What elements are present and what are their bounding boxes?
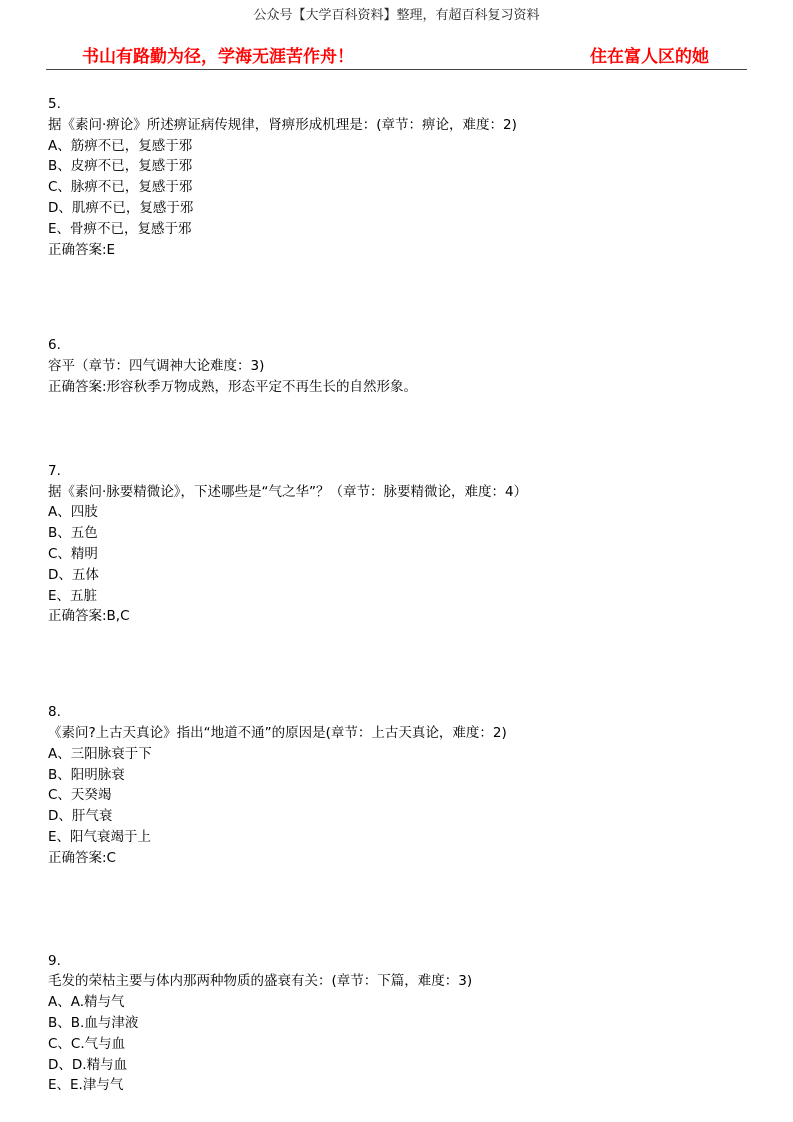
answer: 正确答案:E [48, 241, 116, 258]
spacer [48, 398, 748, 461]
question-number: 9. [48, 952, 61, 969]
question-number: 7. [48, 462, 61, 479]
question-list [48, 94, 748, 1096]
question-9 [48, 951, 748, 1097]
answer: 正确答案:形容秋季万物成熟，形态平定不再生长的自然形象。 [48, 378, 418, 395]
question-number: 5. [48, 96, 61, 112]
answer: 正确答案:B,C [48, 608, 130, 625]
option-b: B、阳明脉衰 [48, 766, 125, 783]
question-stem: 据《素问·脉要精微论》，下述哪些是“气之华”？（章节：脉要精微论，难度：4） [48, 483, 528, 500]
question-stem: 毛发的荣枯主要与体内那两种物质的盛衰有关：(章节：下篇，难度：3) [48, 973, 473, 990]
option-c: C、天癸竭 [48, 787, 112, 804]
option-a: A、三阳脉衰于下 [48, 745, 152, 762]
option-c: C、脉痹不已，复感于邪 [48, 179, 193, 196]
spacer [48, 627, 748, 702]
question-7 [48, 461, 748, 627]
option-e: E、骨痹不已，复感于邪 [48, 220, 192, 237]
option-b: B、B.血与津液 [48, 1014, 139, 1031]
option-b: B、皮痹不已，复感于邪 [48, 158, 193, 175]
option-d: D、D.精与血 [48, 1056, 128, 1073]
question-5 [48, 94, 748, 260]
option-d: D、五体 [48, 566, 99, 583]
option-e: E、E.津与气 [48, 1077, 124, 1094]
option-b: B、五色 [48, 525, 98, 542]
option-d: D、肝气衰 [48, 808, 113, 825]
option-a: A、四肢 [48, 504, 98, 521]
question-number: 8. [48, 704, 61, 721]
option-e: E、五脏 [48, 587, 98, 604]
option-c: C、C.气与血 [48, 1035, 126, 1052]
question-stem: 容平（章节：四气调神大论难度：3) [48, 358, 265, 375]
option-e: E、阳气衰竭于上 [48, 828, 152, 845]
question-stem: 据《素问·痹论》所述痹证病传规律，肾痹形成机理是：(章节：痹论，难度：2) [48, 116, 517, 133]
question-6 [48, 335, 748, 397]
question-number: 6. [48, 337, 61, 354]
option-c: C、精明 [48, 545, 98, 562]
spacer [48, 260, 748, 335]
option-a: A、A.精与气 [48, 994, 125, 1011]
header-divider [46, 69, 747, 70]
header-right-text: 住在富人区的她 [590, 47, 709, 67]
header-motto: 书山有路勤为径，学海无涯苦作舟！ [82, 47, 354, 67]
answer: 正确答案:C [48, 849, 116, 866]
question-stem: 《素问?上古天真论》指出“地道不通”的原因是(章节：上古天真论，难度：2) [48, 724, 507, 741]
top-banner: 公众号【大学百科资料】整理，有超百科复习资料 [253, 8, 540, 23]
option-d: D、肌痹不已，复感于邪 [48, 199, 194, 216]
spacer [48, 869, 748, 951]
option-a: A、筋痹不已，复感于邪 [48, 137, 193, 154]
question-8 [48, 702, 748, 868]
